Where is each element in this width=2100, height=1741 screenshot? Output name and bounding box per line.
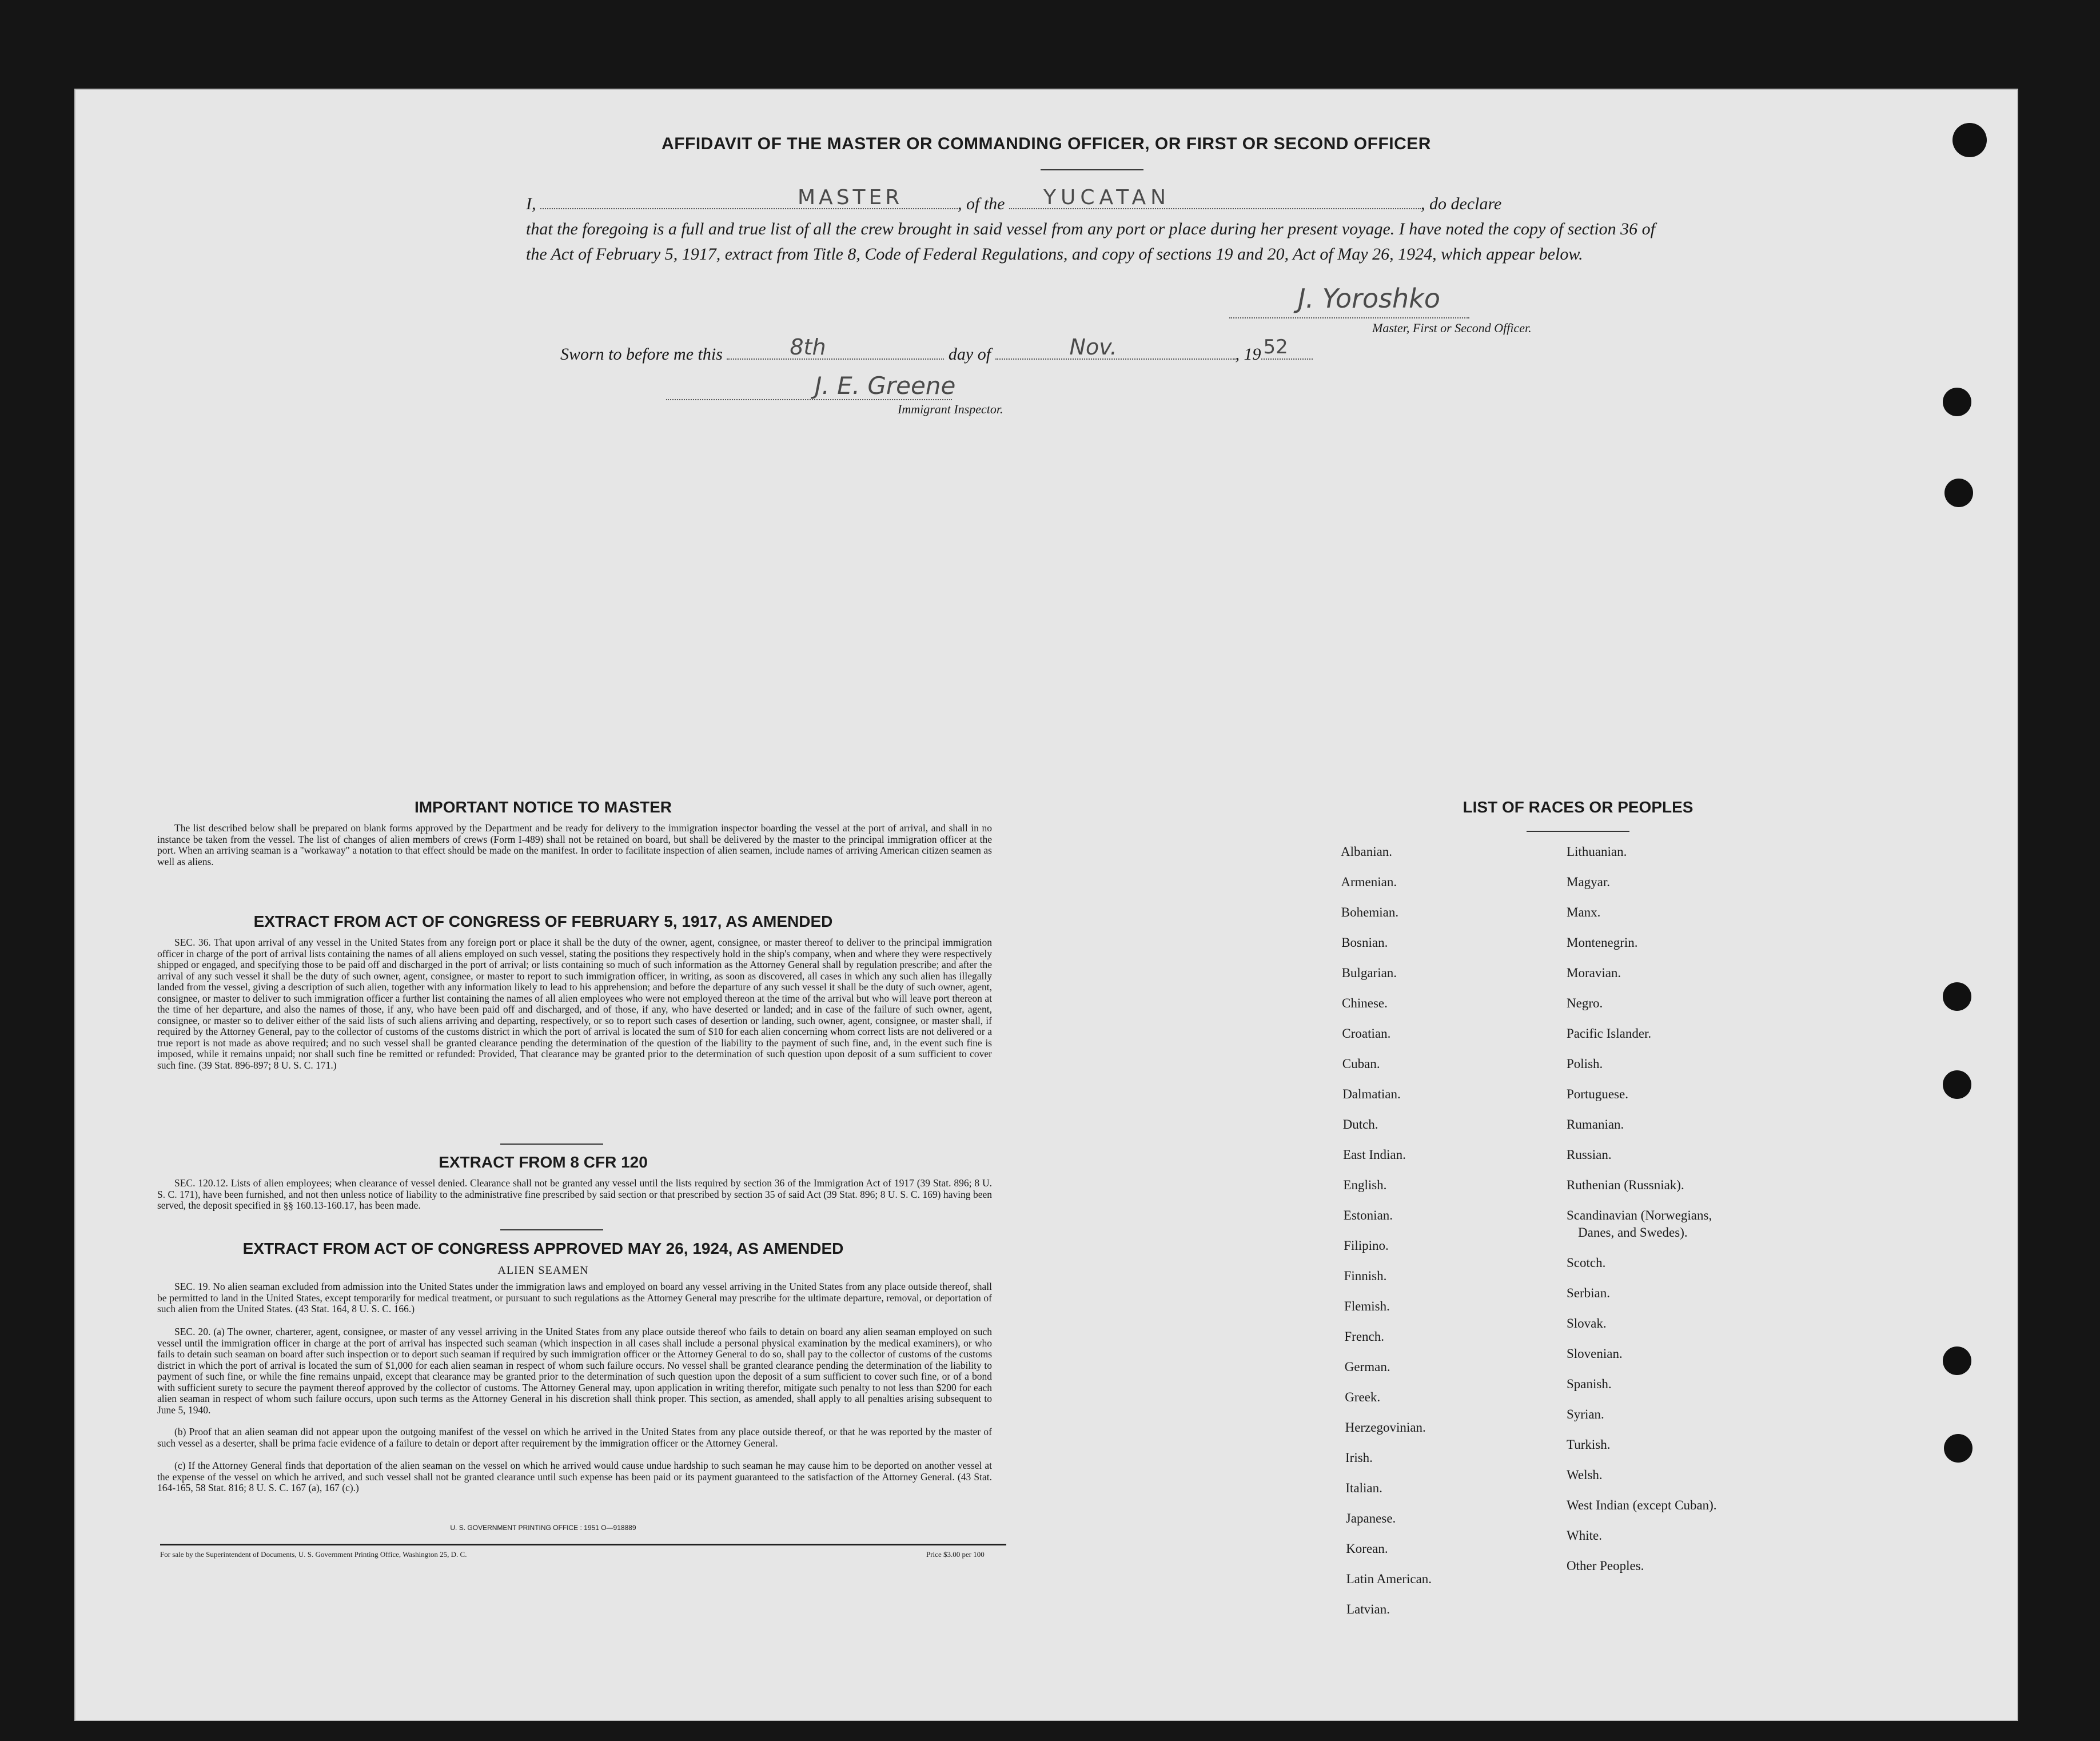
of-the-label: , of the [958, 194, 1005, 213]
day-of-label: day of [948, 345, 991, 364]
sworn-label: Sworn to before me this [560, 345, 723, 364]
race-item: Moravian. [1567, 966, 1621, 980]
race-item: Bulgarian. [1341, 966, 1397, 980]
name-handwritten: MASTER [798, 186, 903, 209]
race-item: Manx. [1567, 905, 1601, 919]
race-item: Cuban. [1342, 1057, 1380, 1071]
vessel-field [1009, 186, 1421, 209]
master-caption: Master, First or Second Officer. [1372, 321, 1532, 335]
section-20a-text: SEC. 20. (a) The owner, charterer, agent, consignee, or master of any vessel arriving in the United States from any place outside thereof who fails to detain on board any alien seaman employed on such vessel until the immigration officer in charge at the port of arrival has inspected such seaman (which inspection in all cases shall include a personal physical examination by the medical examiners), or who fails to detain such seaman on board after such inspection or to deport such seaman if required by such immigration officer or the Attorney General to do so, shall pay to the collector of customs of the customs district in which the port of arrival is located the sum of $1,000 for each alien seaman in respect of whom such failure occurs. No vessel shall be granted clearance pending the determination of the liability to payment of such fine, or while the fine remains unpaid, except that clearance may be granted prior to the determination of such question upon the deposit of a sum sufficient to cover such fine, or of a bond with sufficient surety to secure the payment thereof approved by the collector of customs. The Attorney General may, upon application in writing therefor, mitigate such penalty to not less than $200 for each alien seaman in respect of whom such failure occurs, upon such terms as the Attorney General in his discretion shall think proper. This section, as amended, shall apply to all penalties arising subsequent to June 5, 1940. [157, 1326, 992, 1416]
race-item: Montenegrin. [1567, 935, 1638, 950]
inspector-caption: Immigrant Inspector. [898, 402, 1003, 416]
race-item: Danes, and Swedes). [1578, 1225, 1688, 1240]
declaration-block [526, 186, 1664, 267]
race-item: Other Peoples. [1567, 1559, 1644, 1573]
race-item: Flemish. [1344, 1299, 1390, 1313]
races-divider [1527, 831, 1629, 832]
year-prefix: , 19 [1235, 345, 1261, 364]
race-item: Slovak. [1567, 1316, 1607, 1330]
race-item: Albanian. [1341, 844, 1393, 859]
race-item: Russian. [1567, 1148, 1612, 1162]
race-item: Lithuanian. [1567, 844, 1627, 859]
extract-cfr-title: EXTRACT FROM 8 CFR 120 [439, 1153, 648, 1171]
race-item: Herzegovinian. [1345, 1420, 1426, 1435]
race-item: Korean. [1346, 1541, 1388, 1556]
race-item: Scotch. [1567, 1256, 1606, 1270]
races-title: LIST OF RACES OR PEOPLES [1463, 798, 1693, 816]
master-signature: J. Yoroshko [1298, 283, 1440, 314]
race-item: East Indian. [1343, 1148, 1406, 1162]
race-item: Portuguese. [1567, 1087, 1628, 1101]
race-item: German. [1344, 1360, 1390, 1374]
race-item: Turkish. [1567, 1437, 1611, 1452]
section-20b-text: (b) Proof that an alien seaman did not appear upon the outgoing manifest of the vessel on which he arrived in the United States from any place outside thereof, or that he was reported by the master of such vessel as a deserter, shall be prima facie evidence of a failure to detain or deport after requirement by the immigration officer or the Attorney General. [157, 1426, 992, 1449]
race-item: Filipino. [1344, 1238, 1389, 1253]
race-item: Syrian. [1567, 1407, 1604, 1421]
section-divider [500, 1144, 603, 1145]
race-item: Dutch. [1342, 1117, 1378, 1132]
extract-1924-title: EXTRACT FROM ACT OF CONGRESS APPROVED MAY 26, 1924, AS AMENDED [242, 1240, 844, 1257]
race-item: Croatian. [1342, 1026, 1391, 1041]
master-signature-line [1229, 317, 1469, 318]
extract-1917-text: SEC. 36. That upon arrival of any vessel in the United States from any foreign port or place it shall be the duty of the owner, agent, consignee, or master thereof to deliver to the principal immigration officer in charge of the port of arrival lists containing the names of all aliens employed on such vessel, stating the positions they respectively hold in the ship's company, when and where they were respectively shipped or engaged, and specifying those to be paid off and discharged in the port of arrival; or lists containing so much of such information as the Attorney General shall by regulation prescribe; and after the arrival of any such vessel it shall be the duty of such owner, agent, consignee, or master to report to such immigration officer, in writing, as soon as discovered, all cases in which any such alien has illegally landed from the vessel, giving a description of such alien, together with any information likely to lead to his apprehension; and before the departure of any such vessel it shall be the duty of such owner, agent, consignee, or master to deliver to such immigration officer a further list containing the names of all alien employees who were not employed thereon at the time of the arrival but who will leave port thereon at the time of her departure, and also the names of those, if any, who have been paid off and discharged, and of those, if any, who have deserted or landed; and in case of the failure of such owner, agent, consignee, or master so to deliver either of the said lists of such aliens arriving and departing, respectively, or so to report such cases of desertion or landing, such owner, agent, consignee, or master shall, if required by the Attorney General, pay to the collector of customs of the customs district in which the port of arrival is located the sum of $10 for each alien concerning whom correct lists are not delivered or a true report is not made as above required; and no such vessel shall be granted clearance pending the determination of the question of the liability to the payment of such fine, and, in the event such fine is imposed, while it remains unpaid; nor shall such fine be remitted or refunded: Provided, That clearance may be granted prior to the determination of such question upon deposit of a sum sufficient to cover such fine. (39 Stat. 896-897; 8 U. S. C. 171.) [157, 937, 992, 1071]
race-item: Bosnian. [1341, 935, 1388, 950]
sworn-line [560, 334, 1313, 364]
extract-1917-title: EXTRACT FROM ACT OF CONGRESS OF FEBRUARY 5, 1917, AS AMENDED [253, 913, 833, 930]
race-item: Slovenian. [1567, 1346, 1623, 1361]
notice-text: The list described below shall be prepared on blank forms approved by the Department and be ready for delivery to the immigration inspector boarding the vessel at the port of arrival, and shall in no instance be taken from the vessel. The list of changes of alien members of crews (Form I-489) shall not be retained on board, but shall be delivered by the master to the principal immigration officer at the port. When an arriving seaman is a "workaway" a notation to that effect should be made on the manifest. In order to facilitate inspection of alien seamen, include names of arriving American citizen seamen as well as aliens. [157, 822, 992, 867]
section-divider [500, 1229, 603, 1230]
punch-hole [1944, 1434, 1973, 1463]
i-label: I, [526, 194, 536, 213]
race-item: West Indian (except Cuban). [1567, 1498, 1717, 1512]
race-item: Japanese. [1345, 1511, 1396, 1525]
year-handwritten: 52 [1263, 336, 1288, 358]
race-item: Magyar. [1567, 875, 1611, 889]
extract-cfr-text: SEC. 120.12. Lists of alien employees; when clearance of vessel denied. Clearance shall not be granted any vessel until the lists required by section 36 of the Immigration Act of 1917 (39 Stat. 896; 8 U. S. C. 171), have been furnished, and not then unless notice of liability to the administrative fine prescribed by said section or that prescribed by section 35 of said Act (39 Stat. 896; 8 U. S. C. 169) having been served, the deposit specified in §§ 160.13-160.17, has been made. [157, 1177, 992, 1211]
race-item: Polish. [1567, 1057, 1603, 1071]
race-item: Latvian. [1346, 1602, 1390, 1616]
race-item: French. [1344, 1329, 1385, 1344]
sworn-day: 8th [790, 334, 826, 360]
race-item: Dalmatian. [1342, 1087, 1401, 1101]
notice-title: IMPORTANT NOTICE TO MASTER [414, 798, 672, 816]
gpo-imprint: U. S. GOVERNMENT PRINTING OFFICE : 1951 O—918889 [450, 1524, 636, 1532]
race-item: Chinese. [1342, 996, 1388, 1010]
punch-hole [1943, 1070, 1971, 1099]
year-field [1261, 336, 1313, 360]
sworn-day-field [727, 334, 944, 360]
sworn-month-field [995, 334, 1236, 360]
race-item: Greek. [1345, 1390, 1381, 1404]
punch-hole [1943, 982, 1971, 1011]
race-item: Bohemian. [1341, 905, 1399, 919]
vessel-handwritten: YUCATAN [1043, 186, 1171, 209]
do-declare-label: , do declare [1421, 194, 1502, 213]
footer-left: For sale by the Superintendent of Documents, U. S. Government Printing Office, Washington 25, D. C. [160, 1550, 467, 1559]
document-page [74, 89, 2018, 1721]
declaration-first-line [526, 186, 1664, 217]
declaration-text: that the foregoing is a full and true list of all the crew brought in said vessel from any port or place during her present voyage. I have noted the copy of section 36 of the Act of February 5, 1917, extract from Title 8, Code of Federal Regulations, and copy of sections 19 and 20, Act of May 26, 1924, which appear below. [526, 220, 1655, 264]
race-item: Italian. [1345, 1481, 1382, 1495]
punch-hole [1943, 1346, 1971, 1375]
race-item: Scandinavian (Norwegians, [1567, 1208, 1712, 1222]
race-item: English. [1343, 1178, 1387, 1192]
race-item: Finnish. [1344, 1269, 1387, 1283]
punch-hole [1944, 479, 1973, 507]
race-item: Rumanian. [1567, 1117, 1624, 1132]
section-20c-text: (c) If the Attorney General finds that deportation of the alien seaman on the vessel on which he arrived would cause undue hardship to such seaman he may cause him to be deported on another vessel at the expense of the vessel on which he arrived, and such vessel shall not be granted clearance until such expense has been paid or its payment guaranteed to the satisfaction of the Attorney General. (43 Stat. 164-165, 58 Stat. 816; 8 U. S. C. 167 (a), 167 (c).) [157, 1460, 992, 1493]
inspector-signature: J. E. Greene [815, 372, 956, 400]
race-item: White. [1567, 1528, 1602, 1543]
race-item: Welsh. [1567, 1468, 1603, 1482]
race-item: Negro. [1567, 996, 1603, 1010]
footer-right: Price $3.00 per 100 [926, 1550, 985, 1559]
alien-seamen-subtitle: ALIEN SEAMEN [497, 1264, 589, 1277]
affidavit-title: AFFIDAVIT OF THE MASTER OR COMMANDING OFFICER, OR FIRST OR SECOND OFFICER [662, 134, 1431, 153]
name-field [540, 186, 958, 209]
sworn-month: Nov. [1069, 334, 1117, 360]
race-item: Ruthenian (Russniak). [1567, 1178, 1684, 1192]
race-item: Irish. [1345, 1451, 1373, 1465]
race-item: Latin American. [1346, 1572, 1432, 1586]
race-item: Armenian. [1341, 875, 1397, 889]
race-item: Pacific Islander. [1567, 1026, 1652, 1041]
race-item: Serbian. [1567, 1286, 1611, 1300]
race-item: Spanish. [1567, 1377, 1612, 1391]
punch-hole [1943, 388, 1971, 416]
race-item: Estonian. [1343, 1208, 1393, 1222]
footer-rule [160, 1544, 1006, 1545]
title-divider [1041, 169, 1143, 170]
section-19-text: SEC. 19. No alien seaman excluded from admission into the United States under the immigration laws and employed on board any vessel arriving in the United States from any place outside thereof, shall be permitted to land in the United States, except temporarily for medical treatment, or pursuant to such regulations as the Attorney General may prescribe for the ultimate departure, removal, or deportation of such alien from the United States. (43 Stat. 164, 8 U. S. C. 166.) [157, 1281, 992, 1314]
